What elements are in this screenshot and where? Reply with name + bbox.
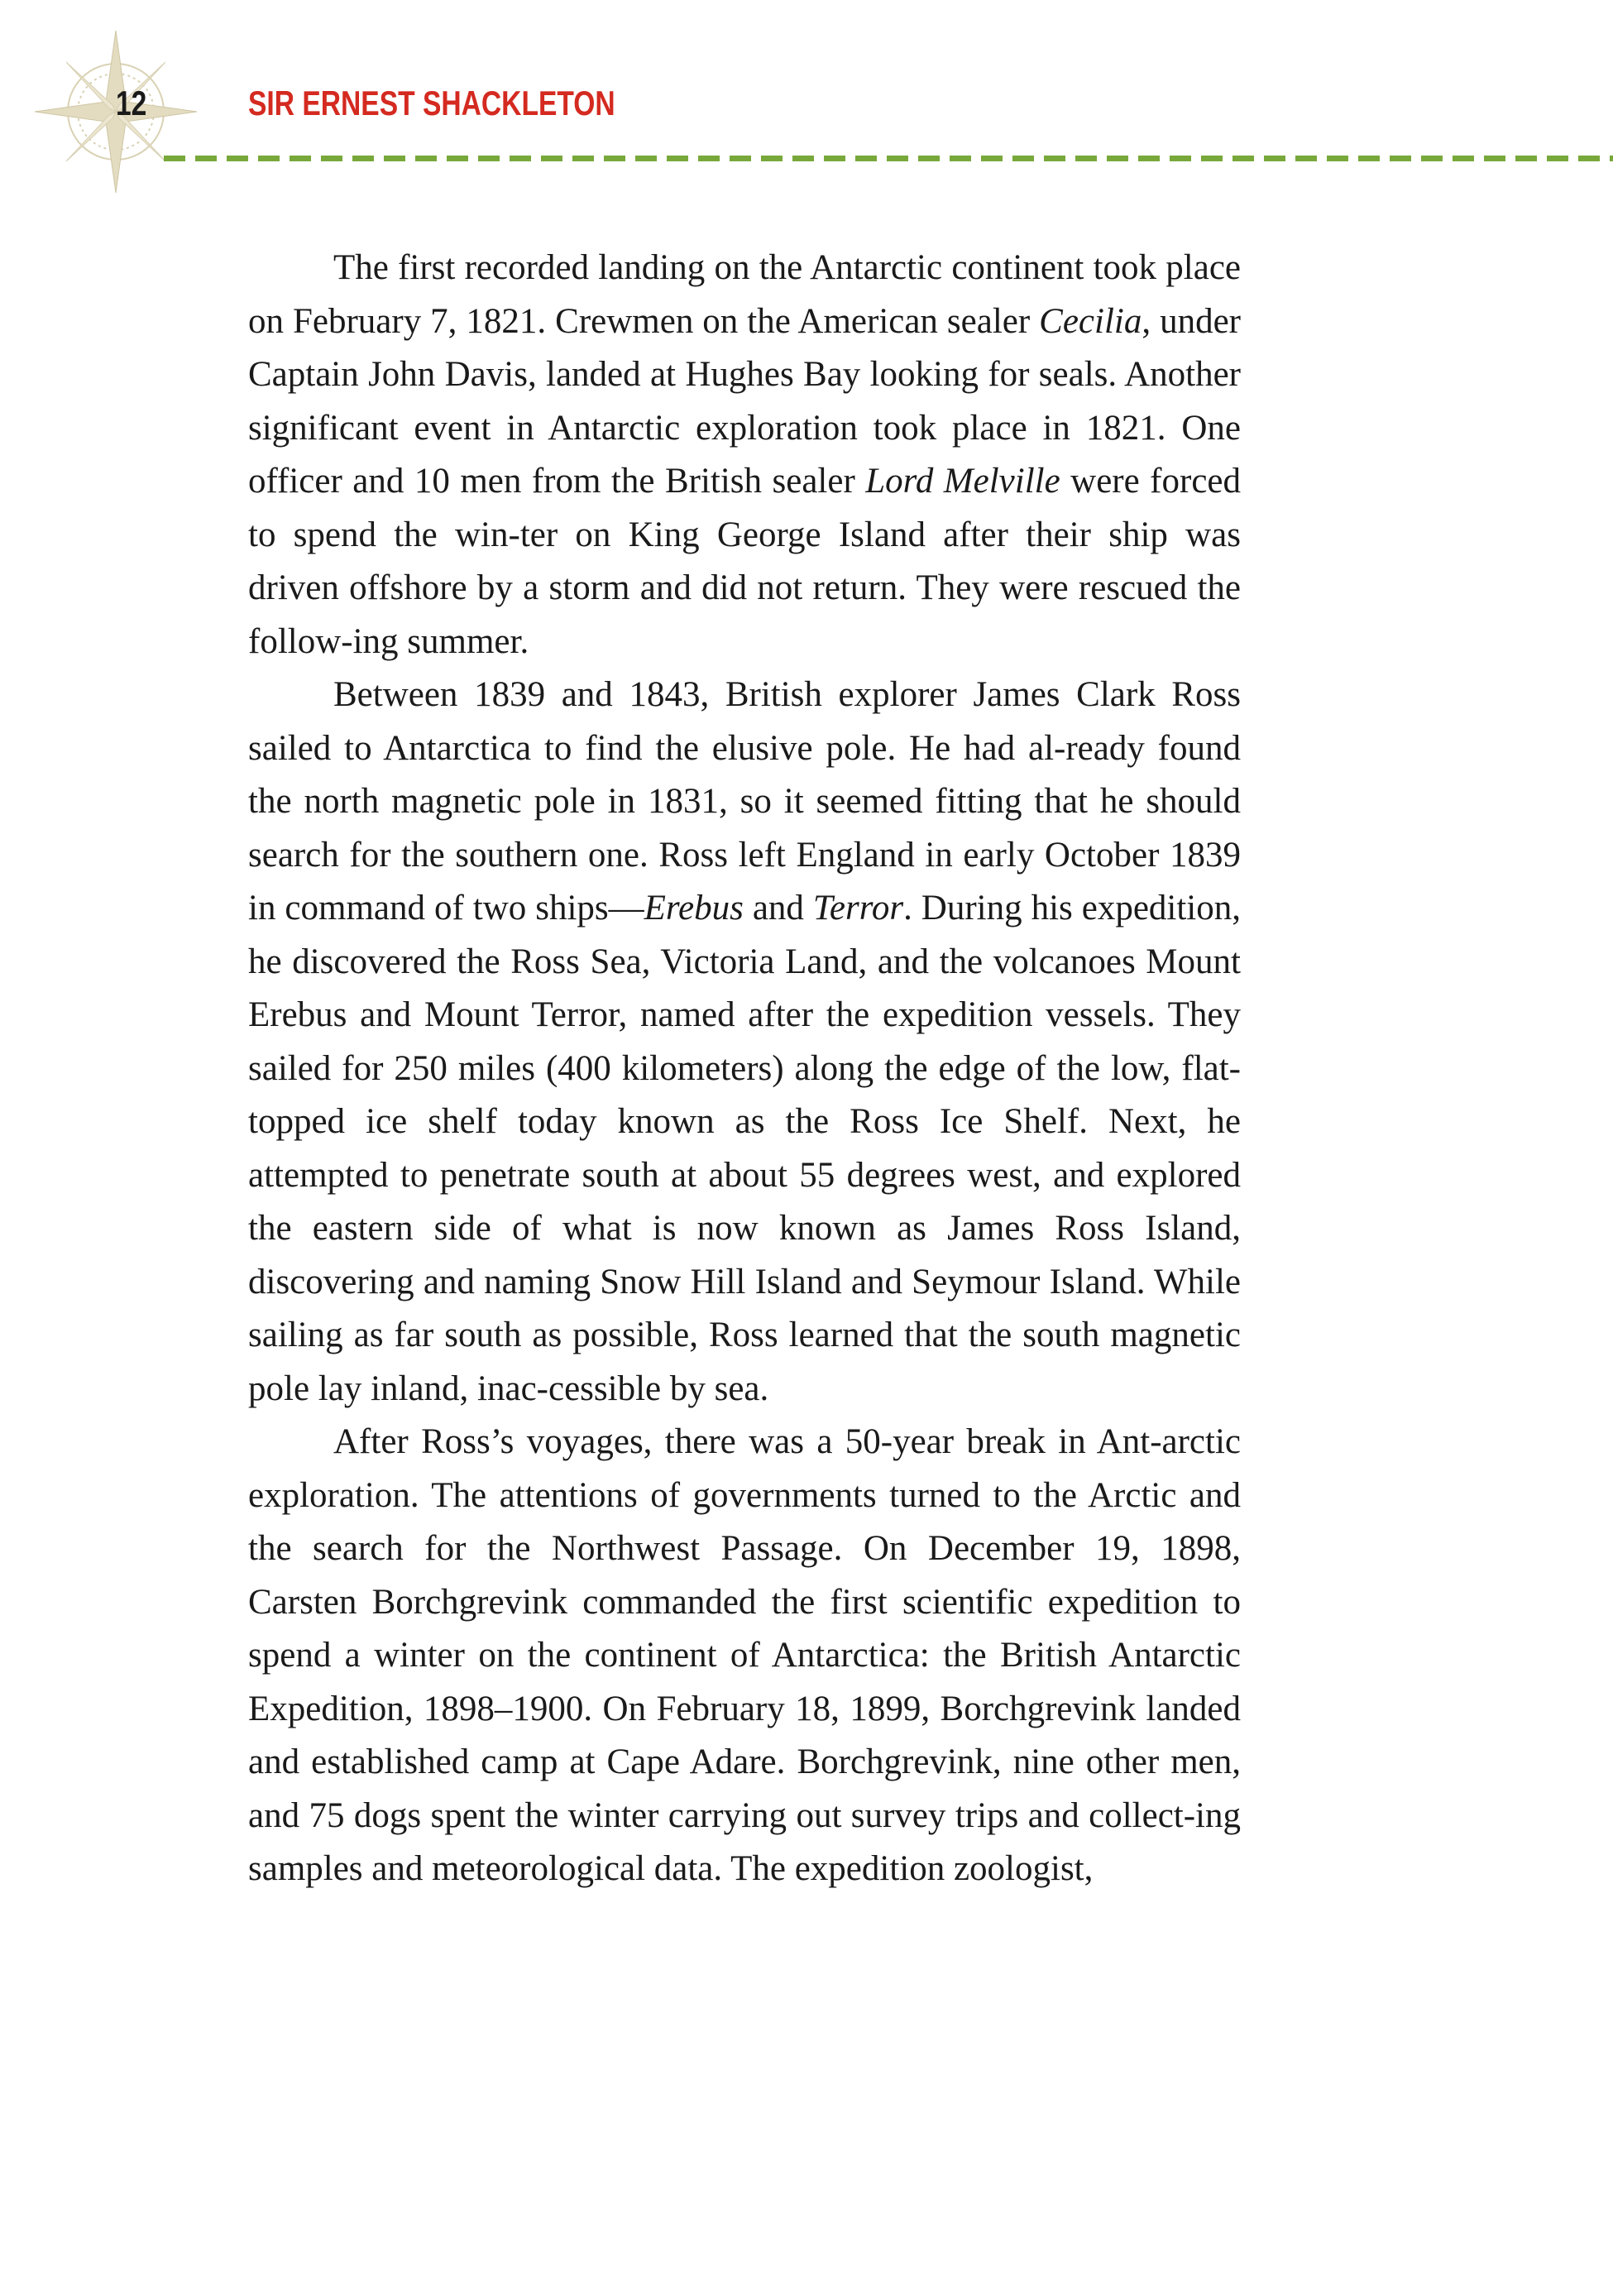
- paragraph-3: [248, 1416, 1241, 1896]
- paragraph-2: [248, 669, 1241, 1416]
- header-dashed-rule: [164, 156, 1613, 161]
- paragraph-3-text-1: After Ross’s voyages, there was a 50-year break in Ant-arctic exploration. The attentions of governments turned to the Arctic and the search for the Northwest Passage. On December 19, 1898, Carsten Borchgrevink commanded the first scientific expedition to spend a winter on the continent of Antarctica: the British Antarctic Expedition, 1898–1900. On February 18, 1899, Borchgrevink landed and established camp at Cape Adare. Borchgrevink, nine other men, and 75 dogs spent the winter carrying out survey trips and collect-ing samples and meteorological data. The expedition zoologist,: [248, 1422, 1241, 1888]
- body-text: [248, 242, 1241, 1896]
- ship-name-lord-melville: Lord Melville: [865, 462, 1060, 501]
- paragraph-1-text-3: were forced to spend the win-ter on King George Island after their ship was driven offshore by a storm and did not return. They were rescued the follow-ing summer.: [248, 462, 1241, 661]
- ship-name-erebus: Erebus: [644, 889, 744, 928]
- ship-name-cecilia: Cecilia: [1039, 301, 1142, 341]
- paragraph-2-text-1: Between 1839 and 1843, British explorer James Clark Ross sailed to Antarctica to find the elusive pole. He had al-ready found the north magnetic pole in 1831, so it seemed fitting that he should search for the southern one. Ross left England in early October 1839 in command of two ships—: [248, 675, 1241, 928]
- paragraph-2-text-2: and: [743, 889, 813, 928]
- ship-name-terror: Terror: [812, 889, 904, 928]
- paragraph-1-text-2: , under Captain John Davis, landed at Hughes Bay looking for seals. Another significant event in Antarctic exploration took place in 1821. One officer and 10 men from the British sealer: [248, 301, 1241, 501]
- page-number: 12: [116, 84, 147, 122]
- paragraph-1: [248, 242, 1241, 669]
- paragraph-2-text-3: . During his expedition, he discovered the Ross Sea, Victoria Land, and the volcanoes Mount Erebus and Mount Terror, named after the expedition vessels. They sailed for 250 miles (400 kilometers) along the edge of the low, flat-topped ice shelf today known as the Ross Ice Shelf. Next, he attempted to penetrate south at about 55 degrees west, and explored the eastern side of what is now known as James Ross Island, discovering and naming Snow Hill Island and Seymour Island. While sailing as far south as possible, Ross learned that the south magnetic pole lay inland, inac-cessible by sea.: [248, 889, 1242, 1408]
- running-title: SIR ERNEST SHACKLETON: [248, 84, 615, 122]
- paragraph-1-text-1: The first recorded landing on the Antarctic continent took place on February 7, 1821. Crewmen on the American sealer: [248, 248, 1241, 341]
